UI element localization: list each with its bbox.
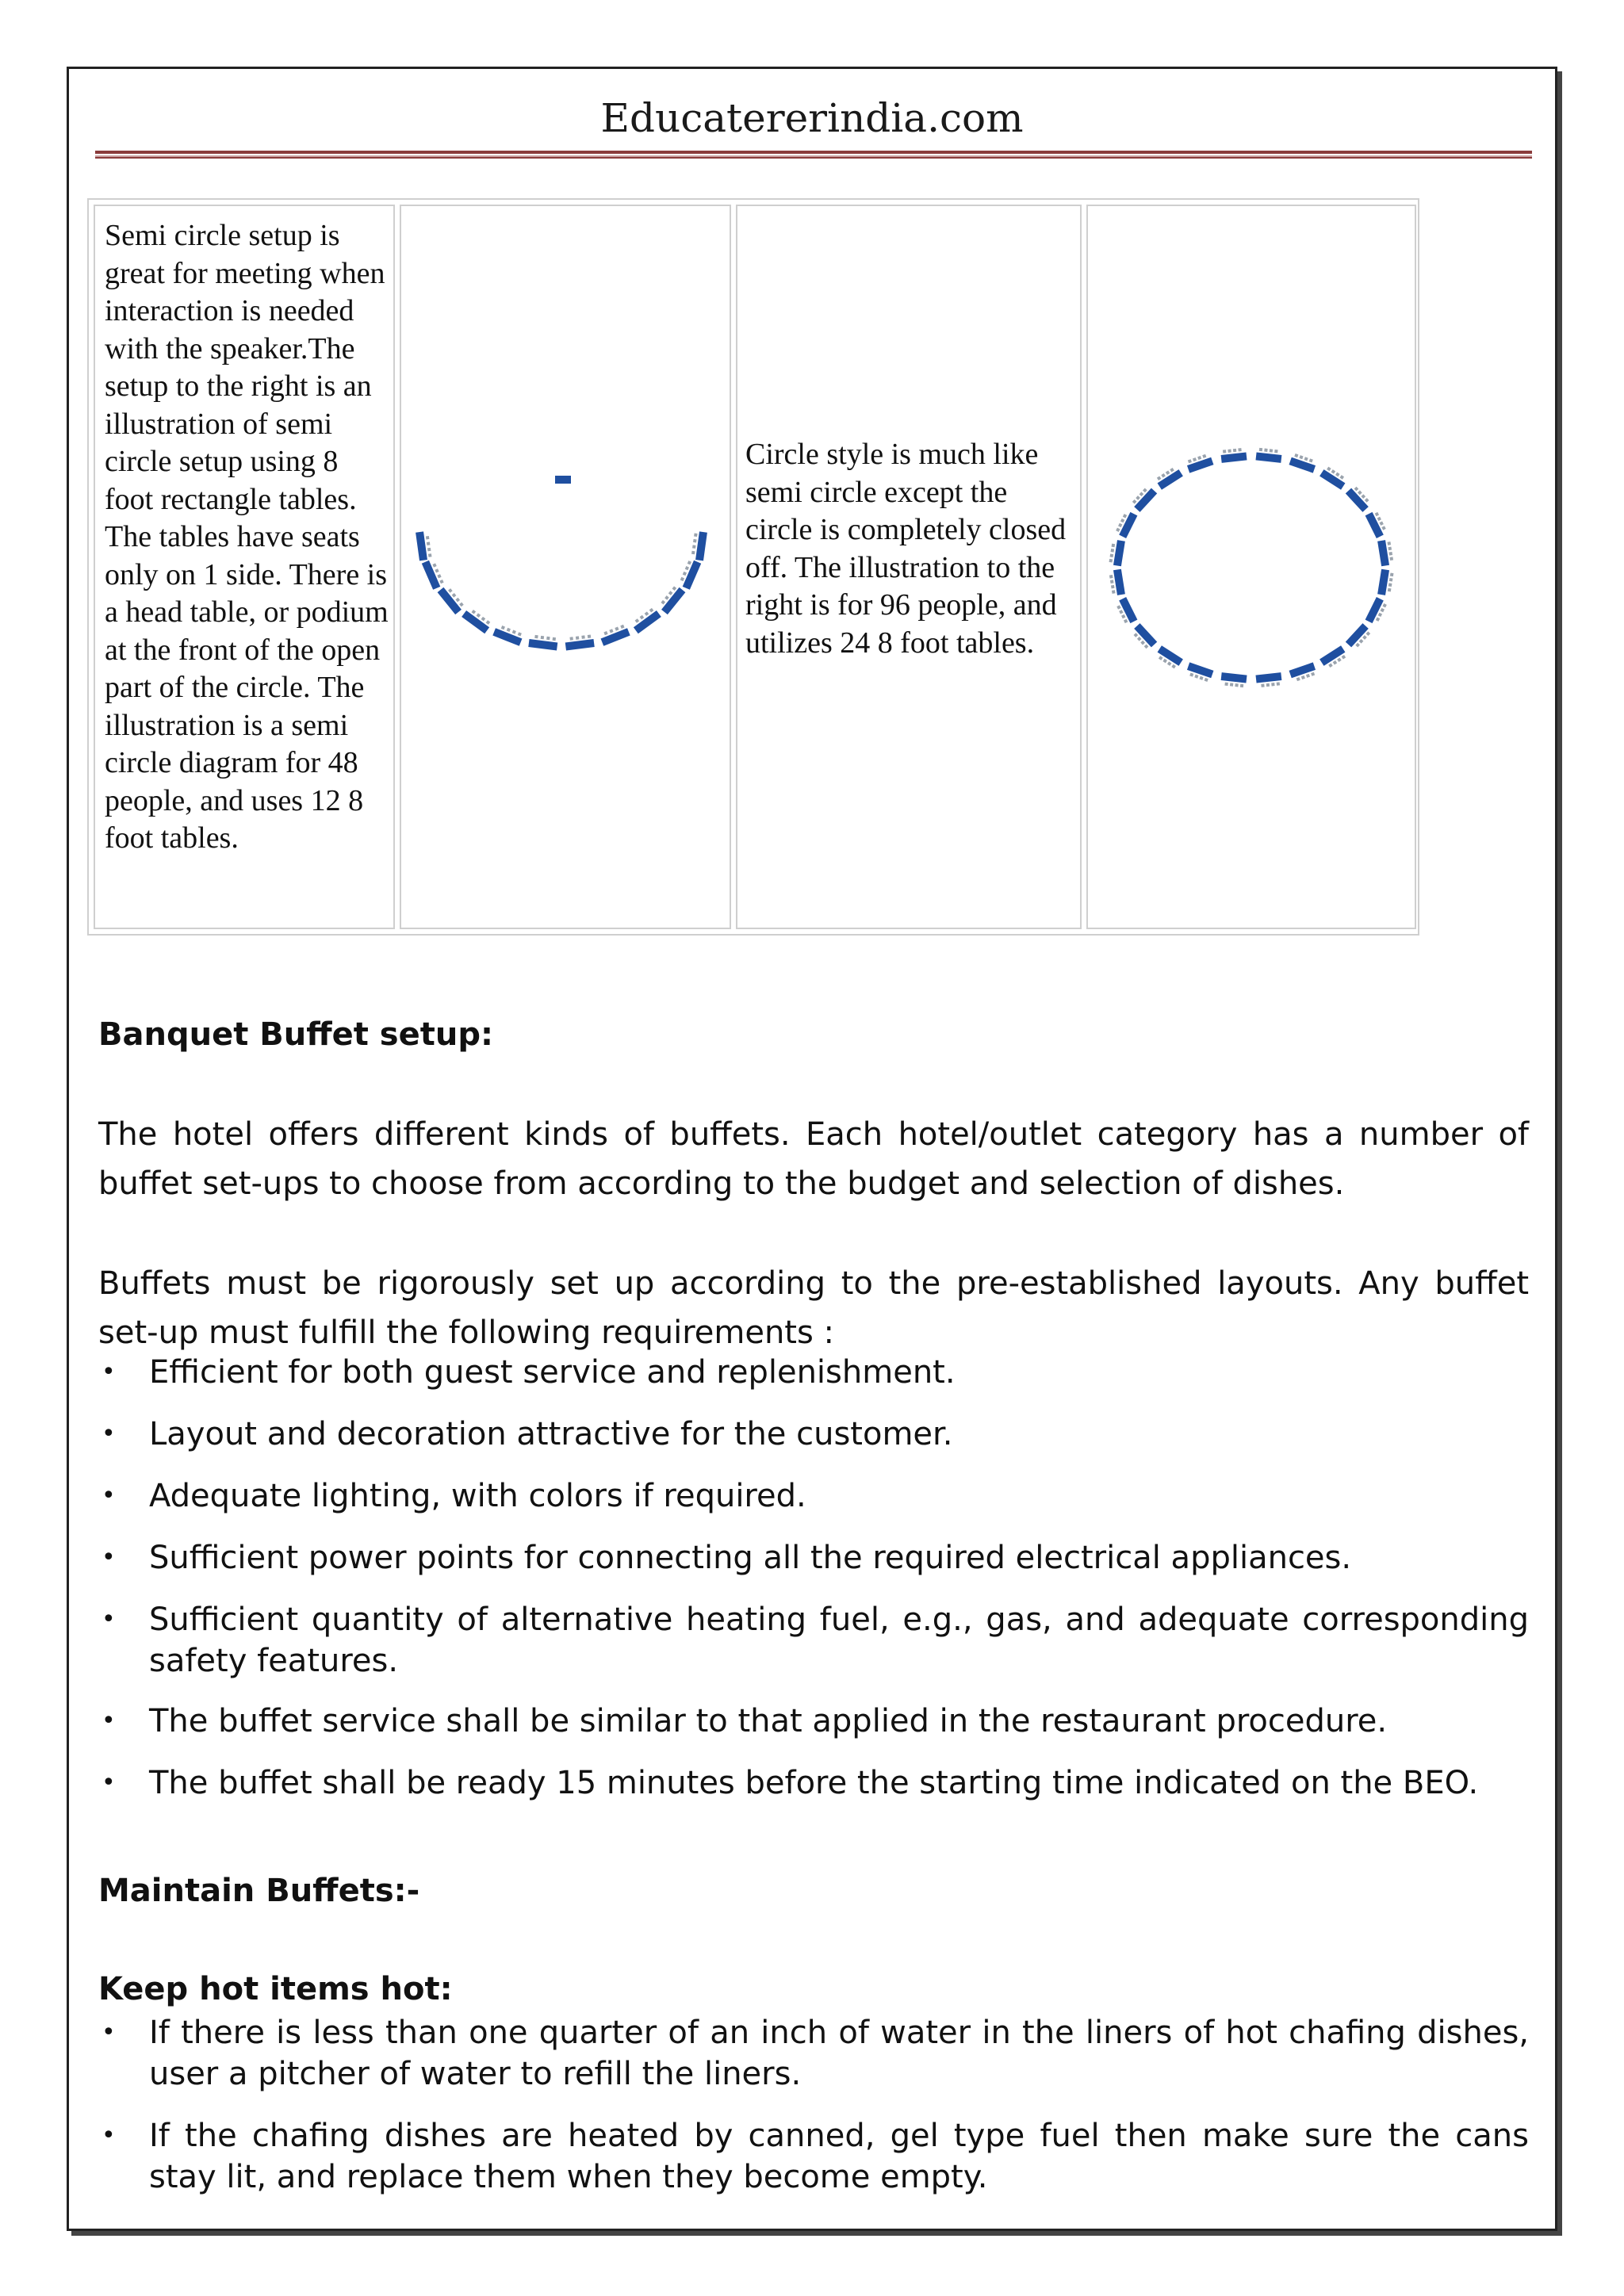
circle-table xyxy=(1185,662,1213,683)
semi-circle-table xyxy=(599,624,630,646)
list-item: • Adequate lighting, with colors if required. xyxy=(102,1478,806,1514)
semi-circle-table xyxy=(657,584,685,614)
list-item: • If there is less than one quarter of an inch of water in the liners of hot chafing dishes, user a pitcher of water to refill the liners. xyxy=(102,2015,1529,2092)
circle-table xyxy=(1289,453,1317,473)
setup-table xyxy=(87,198,1419,936)
list-item: • The buffet shall be ready 15 minutes before the starting time indicated on the BEO. xyxy=(102,1765,1479,1801)
maintain-heading: Maintain Buffets:- xyxy=(98,1873,420,1909)
circle-table xyxy=(1155,645,1183,670)
circle-description: Circle style is much like semi circle except the circle is completely closed off. The illustration to the right is for 96 people, and utilizes 24 8 foot tables. xyxy=(745,438,1067,660)
list-item: • If the chafing dishes are heated by canned, gel type fuel then make sure the cans stay lit, and replace them when they become empty. xyxy=(102,2118,1529,2195)
circle-diagram xyxy=(1088,206,1415,931)
circle-table xyxy=(1115,510,1138,538)
circle-table xyxy=(1255,672,1282,687)
semi-circle-table xyxy=(492,624,523,646)
semi-circle-table xyxy=(462,607,492,633)
buffet-rules-paragraph: Buffets must be rigorously set up according to the pre-established layouts. Any buffet set-up must fulfill the following requirements : xyxy=(98,1265,1529,1351)
circle-table xyxy=(1115,597,1138,626)
semi-circle-description: Semi circle setup is great for meeting when interaction is needed with the speaker.The setup to the right is an illustration of semi circle setup using 8 foot rectangle tables. The tables have seats only on 1 side. There is a head table, or podium at the front of the open part of the circle. The illustration is a semi circle diagram for 48 people, and uses 12 8 foot tables. xyxy=(105,219,389,855)
site-header: Educatererindia.com xyxy=(600,95,1024,141)
list-item: • Sufficient power points for connecting all the required electrical appliances. xyxy=(102,1540,1352,1576)
circle-table xyxy=(1320,645,1348,670)
circle-table xyxy=(1220,448,1247,463)
circle-table xyxy=(1377,569,1394,596)
semi-circle-description-cell xyxy=(94,205,395,929)
semi-circle-table xyxy=(630,607,661,633)
list-item: • Sufficient quantity of alternative heating fuel, e.g., gas, and adequate corresponding safety features. xyxy=(102,1601,1529,1679)
list-item: • The buffet service shall be similar to that applied in the restaurant procedure. xyxy=(102,1703,1388,1739)
circle-table xyxy=(1346,485,1372,512)
semi-circle-table xyxy=(678,558,701,589)
circle-table xyxy=(1255,448,1282,463)
list-item: • Efficient for both guest service and replenishment. xyxy=(102,1354,956,1391)
circle-table xyxy=(1289,662,1317,683)
circle-table xyxy=(1185,453,1213,473)
circle-table xyxy=(1377,539,1394,566)
semi-circle-diagram-cell xyxy=(400,205,731,929)
circle-table xyxy=(1220,672,1247,687)
circle-table xyxy=(1155,465,1183,490)
list-item: • Layout and decoration attractive for the customer. xyxy=(102,1416,953,1452)
buffet-heading: Banquet Buffet setup: xyxy=(98,1016,493,1053)
circle-table xyxy=(1346,623,1372,650)
buffet-intro-paragraph: The hotel offers different kinds of buffets. Each hotel/outlet category has a number of buffet set-ups to choose from according to the budget and selection of dishes. xyxy=(98,1116,1529,1202)
circle-table xyxy=(1365,597,1388,626)
circle-description-cell xyxy=(736,205,1082,929)
keep-hot-heading: Keep hot items hot: xyxy=(98,1971,453,2007)
circle-table xyxy=(1365,510,1388,538)
semi-circle-table xyxy=(565,634,595,650)
circle-table xyxy=(1131,623,1157,650)
circle-table xyxy=(1131,485,1157,512)
semi-circle-table xyxy=(438,584,465,614)
circle-table xyxy=(1109,569,1125,596)
circle-table xyxy=(1109,539,1125,566)
head-table xyxy=(555,476,571,484)
semi-circle-table xyxy=(416,531,432,561)
semi-circle-table xyxy=(422,558,445,589)
semi-circle-diagram xyxy=(401,206,730,931)
circle-diagram-cell xyxy=(1086,205,1416,929)
circle-table xyxy=(1320,465,1348,490)
header-rule xyxy=(95,151,1532,159)
semi-circle-table xyxy=(691,531,707,561)
semi-circle-table xyxy=(528,634,558,650)
